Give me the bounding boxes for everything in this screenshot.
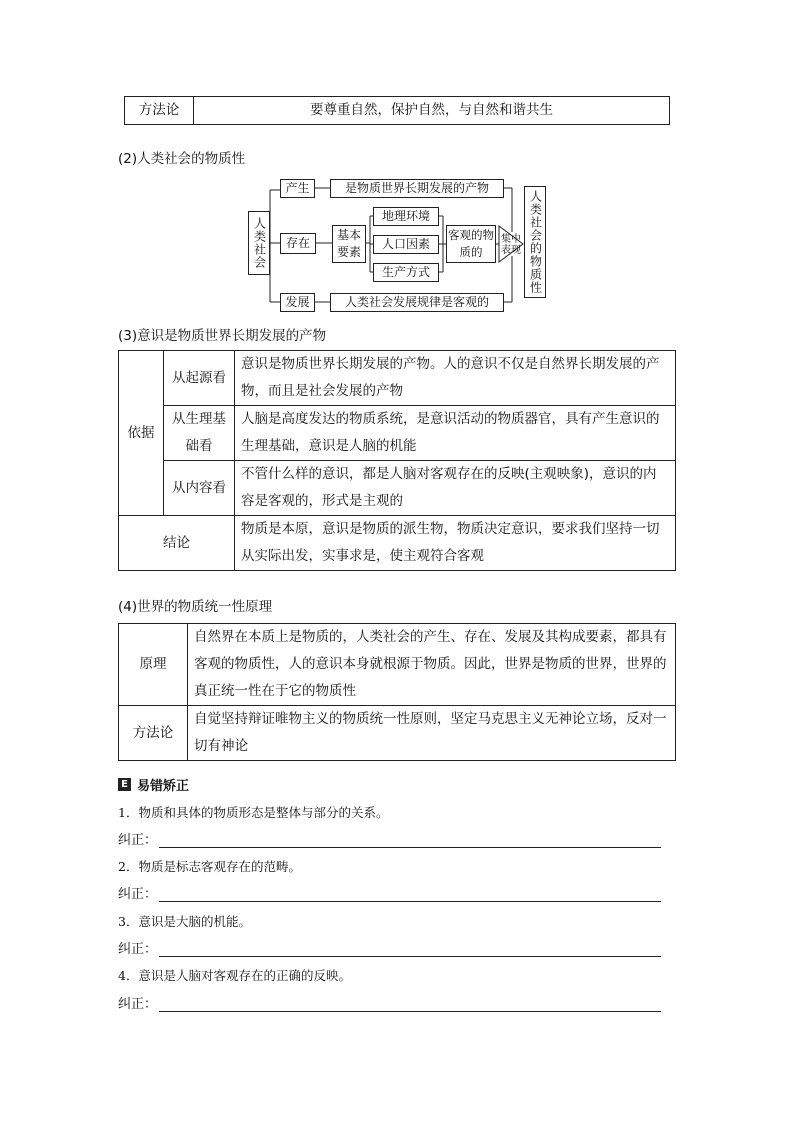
correction-answer-row <box>118 829 661 848</box>
consciousness-table <box>118 350 676 571</box>
answer-line[interactable] <box>159 997 661 1012</box>
principle-label: 原理 <box>119 624 188 706</box>
section3-heading: (3)意识是物质世界长期发展的产物 <box>118 328 327 344</box>
answer-line[interactable] <box>159 887 661 902</box>
unity-methodology-label: 方法论 <box>119 706 188 761</box>
diagram-exist-box: 存在 <box>280 233 316 254</box>
diagram-factor-geography: 地理环境 <box>373 207 439 226</box>
correction-answer-row <box>118 938 661 957</box>
principle-content: 自然界在本质上是物质的，人类社会的产生、存在、发展及其构成要素，都具有客观的物质性，人的意识本身就根源于物质。因此，世界是物质的世界，世界的真正统一性在于它的物质性 <box>188 624 676 706</box>
corrections-title <box>118 775 189 794</box>
aspect-physiology-content: 人脑是高度发达的物质系统，是意识活动的物质器官，具有产生意识的生理基础，意识是人脑的机能 <box>235 406 676 461</box>
unity-methodology-content: 自觉坚持辩证唯物主义的物质统一性原则，坚定马克思主义无神论立场，反对一切有神论 <box>188 706 676 761</box>
aspect-physiology: 从生理基础看 <box>164 406 235 461</box>
correction-question: 2．物质是标志客观存在的范畴。 <box>118 859 301 874</box>
correction-question: 1．物质和具体的物质形态是整体与部分的关系。 <box>118 805 389 820</box>
aspect-origin-content: 意识是物质世界长期发展的产物。人的意识不仅是自然界长期发展的产物，而且是社会发展的产物 <box>235 351 676 406</box>
aspect-origin: 从起源看 <box>164 351 235 406</box>
methodology-content: 要尊重自然，保护自然，与自然和谐共生 <box>194 97 670 125</box>
answer-label: 纠正： <box>118 887 158 902</box>
diagram-produce-box: 产生 <box>280 179 315 198</box>
diagram-basic-box: 基本要素 <box>332 225 366 263</box>
answer-line[interactable] <box>159 942 661 957</box>
diagram-factor-population: 人口因素 <box>373 235 439 254</box>
aspect-content: 从内容看 <box>164 461 235 516</box>
answer-line[interactable] <box>159 833 661 848</box>
diagram-focus-label: 集中表现 <box>501 234 521 256</box>
diagram-result-box: 人类社会的物质性 <box>524 186 546 298</box>
correction-question: 4．意识是人脑对客观存在的正确的反映。 <box>118 968 351 983</box>
conclusion-label: 结论 <box>119 516 235 571</box>
diagram-develop-box: 发展 <box>280 293 315 312</box>
correction-answer-row <box>118 883 661 902</box>
section-e-icon: E <box>118 778 131 791</box>
answer-label: 纠正： <box>118 997 158 1012</box>
corrections-title-text: 易错矫正 <box>137 779 190 794</box>
diagram-develop-desc: 人类社会发展规律是客观的 <box>330 293 504 312</box>
section2-heading: (2)人类社会的物质性 <box>118 151 246 167</box>
correction-answer-row <box>118 993 661 1012</box>
answer-label: 纠正： <box>118 833 158 848</box>
aspect-content-content: 不管什么样的意识，都是人脑对客观存在的反映(主观映象)，意识的内容是客观的，形式是主观的 <box>235 461 676 516</box>
unity-table <box>118 623 676 761</box>
section4-heading: (4)世界的物质统一性原理 <box>118 599 273 615</box>
conclusion-content: 物质是本原，意识是物质的派生物，物质决定意识，要求我们坚持一切从实际出发，实事求是，使主观符合客观 <box>235 516 676 571</box>
methodology-label: 方法论 <box>125 97 194 125</box>
diagram-objective-box: 客观的物质的 <box>446 225 496 263</box>
diagram-produce-desc: 是物质世界长期发展的产物 <box>330 179 504 198</box>
diagram-root-box: 人类社会 <box>248 211 270 275</box>
diagram-factor-production: 生产方式 <box>373 263 439 282</box>
answer-label: 纠正： <box>118 942 158 957</box>
correction-question: 3．意识是大脑的机能。 <box>118 914 251 929</box>
basis-label: 依据 <box>119 351 164 516</box>
